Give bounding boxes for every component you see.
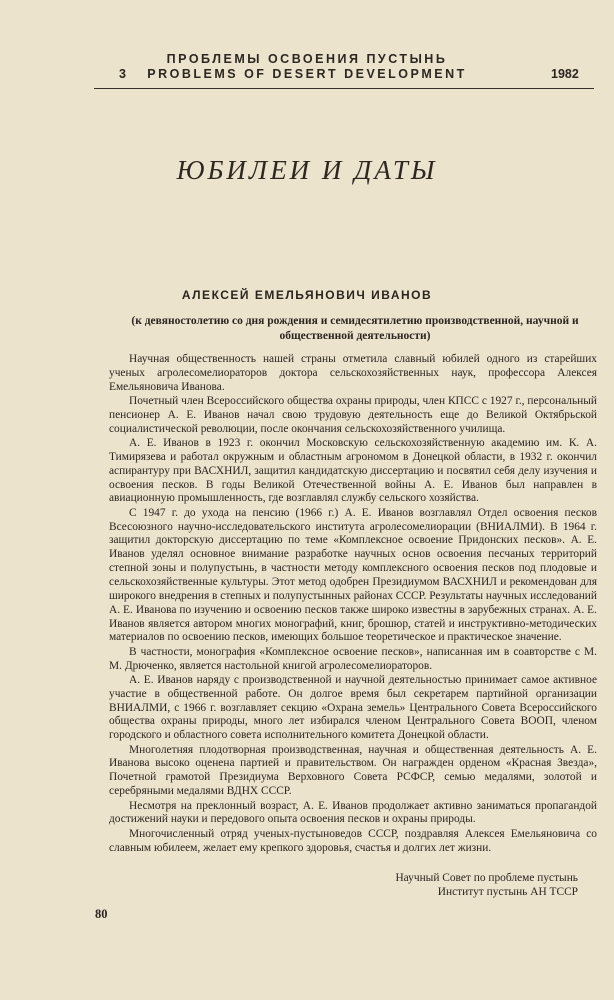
section-title: ЮБИЛЕИ И ДАТЫ <box>176 155 438 185</box>
article-title: АЛЕКСЕЙ ЕМЕЛЬЯНОВИЧ ИВАНОВ <box>181 288 433 302</box>
signature-block <box>300 872 578 899</box>
issue-number: 3 <box>119 67 126 81</box>
paragraph: Многочисленный отряд ученых-пустыноведов СССР, поздравляя Алексея Емельяновича со славным юбилеем, желает ему крепкого здоровья, счастья и долгих лет жизни. <box>109 827 597 854</box>
paragraph: А. Е. Иванов наряду с производственной и научной деятельностью принимает самое активное участие в общественной работе. Он долгое время был секретарем партийной организации ВНИАЛМИ, с 1966 г. возглавляет секцию «Охрана земель» Центрального Совета Всероссийского общества охраны природы, много лет избирался членом Центрального Совета ВООП, членом городского и областного совета исполнительного комитета Донецкой области. <box>109 673 597 742</box>
journal-title-en: PROBLEMS OF DESERT DEVELOPMENT <box>147 67 467 81</box>
page-number: 80 <box>95 907 108 921</box>
paragraph: Почетный член Всероссийского общества охраны природы, член КПСС с 1927 г., персональный пенсионер А. Е. Иванов начал свою трудовую деятельность еще до Великой Октябрьской социалистической революции, после окончания сельскохозяйственного училища. <box>109 395 597 435</box>
signature-line: Научный Совет по проблеме пустынь <box>395 872 578 884</box>
paragraph: А. Е. Иванов в 1923 г. окончил Московскую сельскохозяйственную академию им. К. А. Тимирязева и работал окружным и областным агрономом в Донецкой области, в 1932 г. окончил аспирантуру при ВАСХНИЛ, защитил кандидатскую диссертацию и посвятил себя делу изучения и освоения песков. В годы Великой Отечественной войны А. Е. Иванов был направлен в авиационную промышленность, где возглавлял службу сельского хозяйства. <box>109 437 597 505</box>
paragraph: Научная общественность нашей страны отметила славный юбилей одного из старейших ученых агролесомелиораторов доктора сельскохозяйственных наук, профессора Алексея Емельяновича Иванова. <box>109 353 597 393</box>
issue-year: 1982 <box>551 67 579 81</box>
journal-title-ru: ПРОБЛЕМЫ ОСВОЕНИЯ ПУСТЫНЬ <box>166 52 448 66</box>
header-rule <box>94 88 594 89</box>
paragraph: Несмотря на преклонный возраст, А. Е. Иванов продолжает активно заниматься пропагандой достижений науки и передового опыта освоения песков и охраны природы. <box>109 799 597 826</box>
article-subtitle: (к девяностолетию со дня рождения и семидесятилетию производственной, научной и общественной деятельности) <box>131 315 579 342</box>
paragraph: С 1947 г. до ухода на пенсию (1966 г.) А. Е. Иванов возглавлял Отдел освоения песков Всесоюзного научно-исследовательского института агролесомелиорации (ВНИАЛМИ). В 1964 г. защитил докторскую диссертацию по теме «Комплексное освоение Придонских песков». А. Е. Иванов уделял основное внимание разработке научных основ освоения песчаных территорий степной зоны и полупустынь, в частности методу комплексного освоения песков под плодовые и сельскохозяйственные культуры. Этот метод одобрен Президиумом ВАСХНИЛ и рекомендован для широкого внедрения в степных и полупустынных районах СССР. Результаты научных исследований А. Е. Иванова по изучению и освоению песков также широко известны в зарубежных странах. А. Е. Иванов является автором многих монографий, книг, брошюр, статей и инструктивно-методических материалов по освоению песков, имеющих большое теоретическое и практическое значение. <box>109 506 597 644</box>
paragraph: В частности, монография «Комплексное освоение песков», написанная им в соавторстве с М. М. Дрюченко, является настольной книгой агролесомелиораторов. <box>109 645 597 672</box>
article-body <box>109 353 597 856</box>
paragraph: Многолетняя плодотворная производственная, научная и общественная деятельность А. Е. Иванова высоко оценена партией и правительством. Он награжден орденом «Красная Звезда», Почетной грамотой Президиума Верховного Совета РСФСР, семью медалями, золотой и серебряными медалями ВДНХ СССР. <box>109 743 597 798</box>
signature-line: Институт пустынь АН ТССР <box>437 885 578 898</box>
